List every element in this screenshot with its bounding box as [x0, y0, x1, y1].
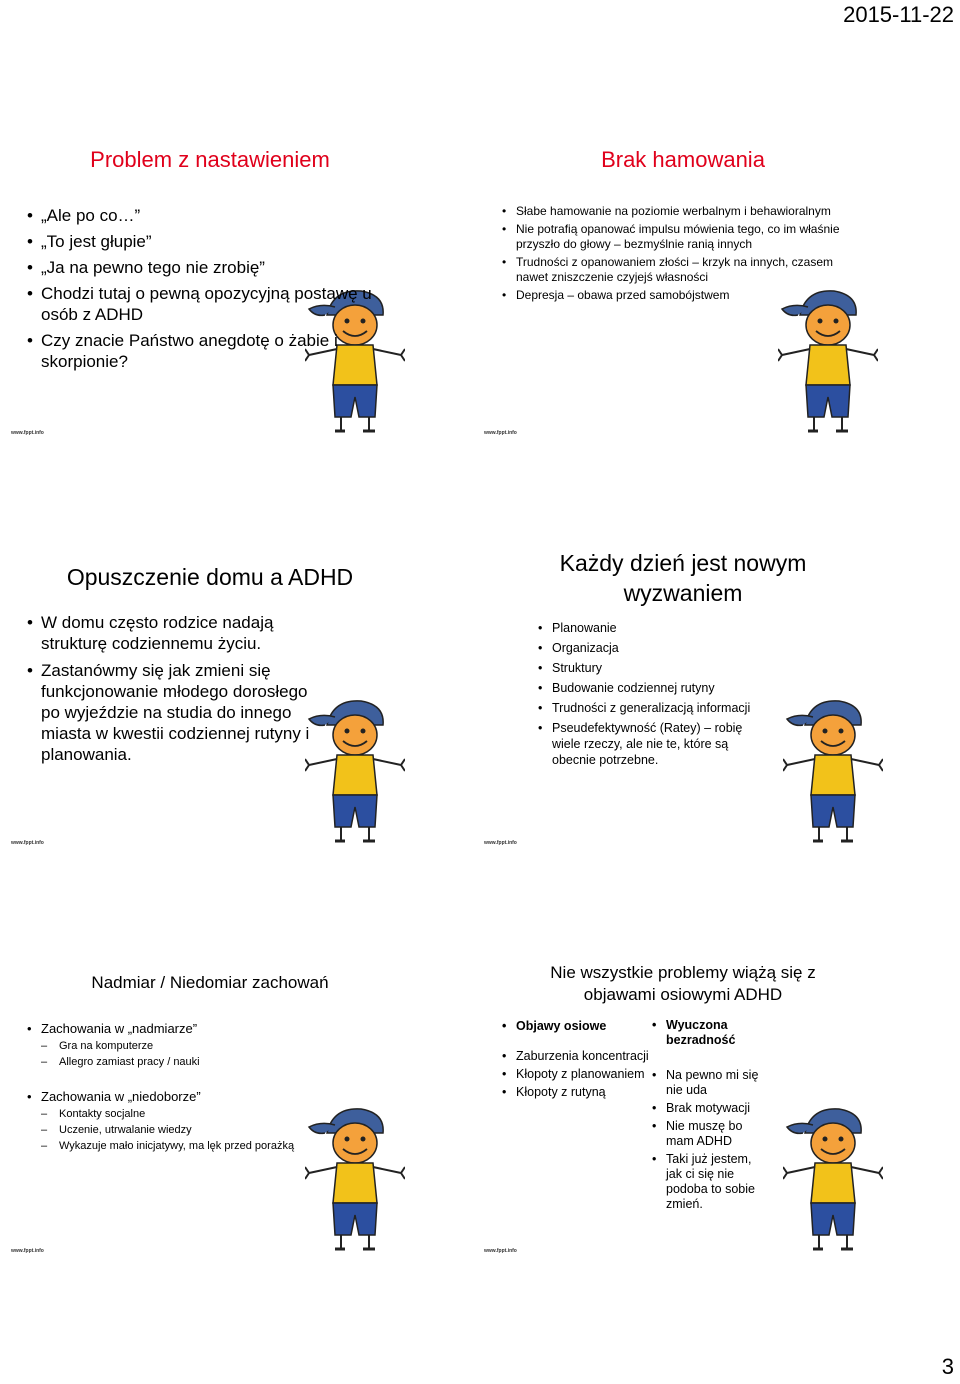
slide-title: Każdy dzień jest nowym wyzwaniem — [559, 550, 807, 606]
list-item: • Brak motywacji — [652, 1101, 767, 1116]
list-subitem: – Kontakty socjalne — [27, 1106, 327, 1122]
bullet-list — [27, 612, 317, 765]
bullet-list — [27, 1020, 327, 1154]
list-item: • Taki już jestem, jak ci się nie podoba to sobie zmień. — [652, 1152, 767, 1212]
slide-title: Nadmiar / Niedomiar zachowań — [91, 973, 329, 992]
slide-footer: www.fppt.info — [484, 430, 517, 436]
right-column-list — [652, 1018, 767, 1212]
list-item: • Nie muszę bo mam ADHD — [652, 1119, 767, 1149]
slide-title: Nie wszystkie problemy wiążą się z objawami osiowymi ADHD — [550, 963, 816, 1004]
slide-1 — [5, 130, 415, 440]
list-item: • „Ale po co…” — [27, 205, 397, 226]
list-item: • Na pewno mi się nie uda — [652, 1068, 767, 1098]
list-item: • „Ja na pewno tego nie zrobię” — [27, 257, 397, 278]
list-item: • Słabe hamowanie na poziomie werbalnym i behawioralnym — [502, 204, 852, 219]
list-item: • Struktury — [538, 660, 768, 676]
list-subitem: – Allegro zamiast pracy / nauki — [27, 1054, 327, 1070]
list-item: • Kłopoty z planowaniem — [502, 1066, 667, 1082]
list-item: • Planowanie — [538, 620, 768, 636]
slide-5 — [5, 948, 415, 1258]
list-item: • Kłopoty z rutyną — [502, 1084, 667, 1100]
list-item: • Zaburzenia koncentracji — [502, 1048, 667, 1064]
list-item: • Budowanie codziennej rutyny — [538, 680, 768, 696]
bullet-list — [538, 620, 768, 768]
slide-2 — [478, 130, 888, 440]
list-heading: • Zachowania w „nadmiarze” — [27, 1020, 327, 1038]
slide-title: Brak hamowania — [601, 147, 765, 172]
list-item: • Trudności z generalizacją informacji — [538, 700, 768, 716]
list-heading: • Wyuczona bezradność — [652, 1018, 767, 1048]
slide-footer: www.fppt.info — [484, 840, 517, 846]
slide-footer: www.fppt.info — [484, 1248, 517, 1254]
list-item: • Chodzi tutaj o pewną opozycyjną postawę u osób z ADHD — [27, 283, 397, 325]
list-heading: • Zachowania w „niedoborze” — [27, 1088, 327, 1106]
list-item: • Depresja – obawa przed samobójstwem — [502, 288, 852, 303]
list-item: • W domu często rodzice nadają strukturę codziennemu życiu. — [27, 612, 317, 654]
slide-title: Problem z nastawieniem — [90, 147, 330, 172]
list-subitem: – Uczenie, utrwalanie wiedzy — [27, 1122, 327, 1138]
list-item: • Organizacja — [538, 640, 768, 656]
page-number: 3 — [941, 1354, 954, 1379]
list-item: • „To jest głupie” — [27, 231, 397, 252]
slide-footer: www.fppt.info — [11, 840, 44, 846]
bullet-list — [27, 205, 397, 372]
cartoon-boy-illustration — [305, 695, 405, 845]
list-item: • Trudności z opanowaniem złości – krzyk na innych, czasem nawet zniszczenie czyjejś własności — [502, 255, 852, 285]
list-item: • Zastanówmy się jak zmieni się funkcjonowanie młodego dorosłego po wyjeździe na studia do innego miasta w kwestii codziennej rutyny i planowania. — [27, 660, 317, 765]
slide-footer: www.fppt.info — [11, 430, 44, 436]
bullet-list — [502, 204, 852, 303]
list-item: • Czy znacie Państwo anegdotę o żabie i skorpionie? — [27, 330, 397, 372]
list-subitem: – Gra na komputerze — [27, 1038, 327, 1054]
list-item: • Nie potrafią opanować impulsu mówienia tego, co im właśnie przyszło do głowy – bezmyślnie ranią innych — [502, 222, 852, 252]
left-column-list — [502, 1018, 667, 1100]
cartoon-boy-illustration — [783, 1103, 883, 1253]
slide-4 — [478, 540, 888, 850]
list-heading: • Objawy osiowe — [502, 1018, 667, 1034]
list-item: • Pseudefektywność (Ratey) – robię wiele rzeczy, ale nie te, które są obecnie potrzebne. — [538, 720, 768, 768]
slide-footer: www.fppt.info — [11, 1248, 44, 1254]
slide-6 — [478, 948, 888, 1258]
page-date: 2015-11-22 — [843, 2, 954, 27]
list-subitem: – Wykazuje mało inicjatywy, ma lęk przed porażką — [27, 1138, 327, 1154]
slide-3 — [5, 540, 415, 850]
cartoon-boy-illustration — [778, 285, 878, 435]
slide-title: Opuszczenie domu a ADHD — [66, 564, 354, 590]
cartoon-boy-illustration — [783, 695, 883, 845]
